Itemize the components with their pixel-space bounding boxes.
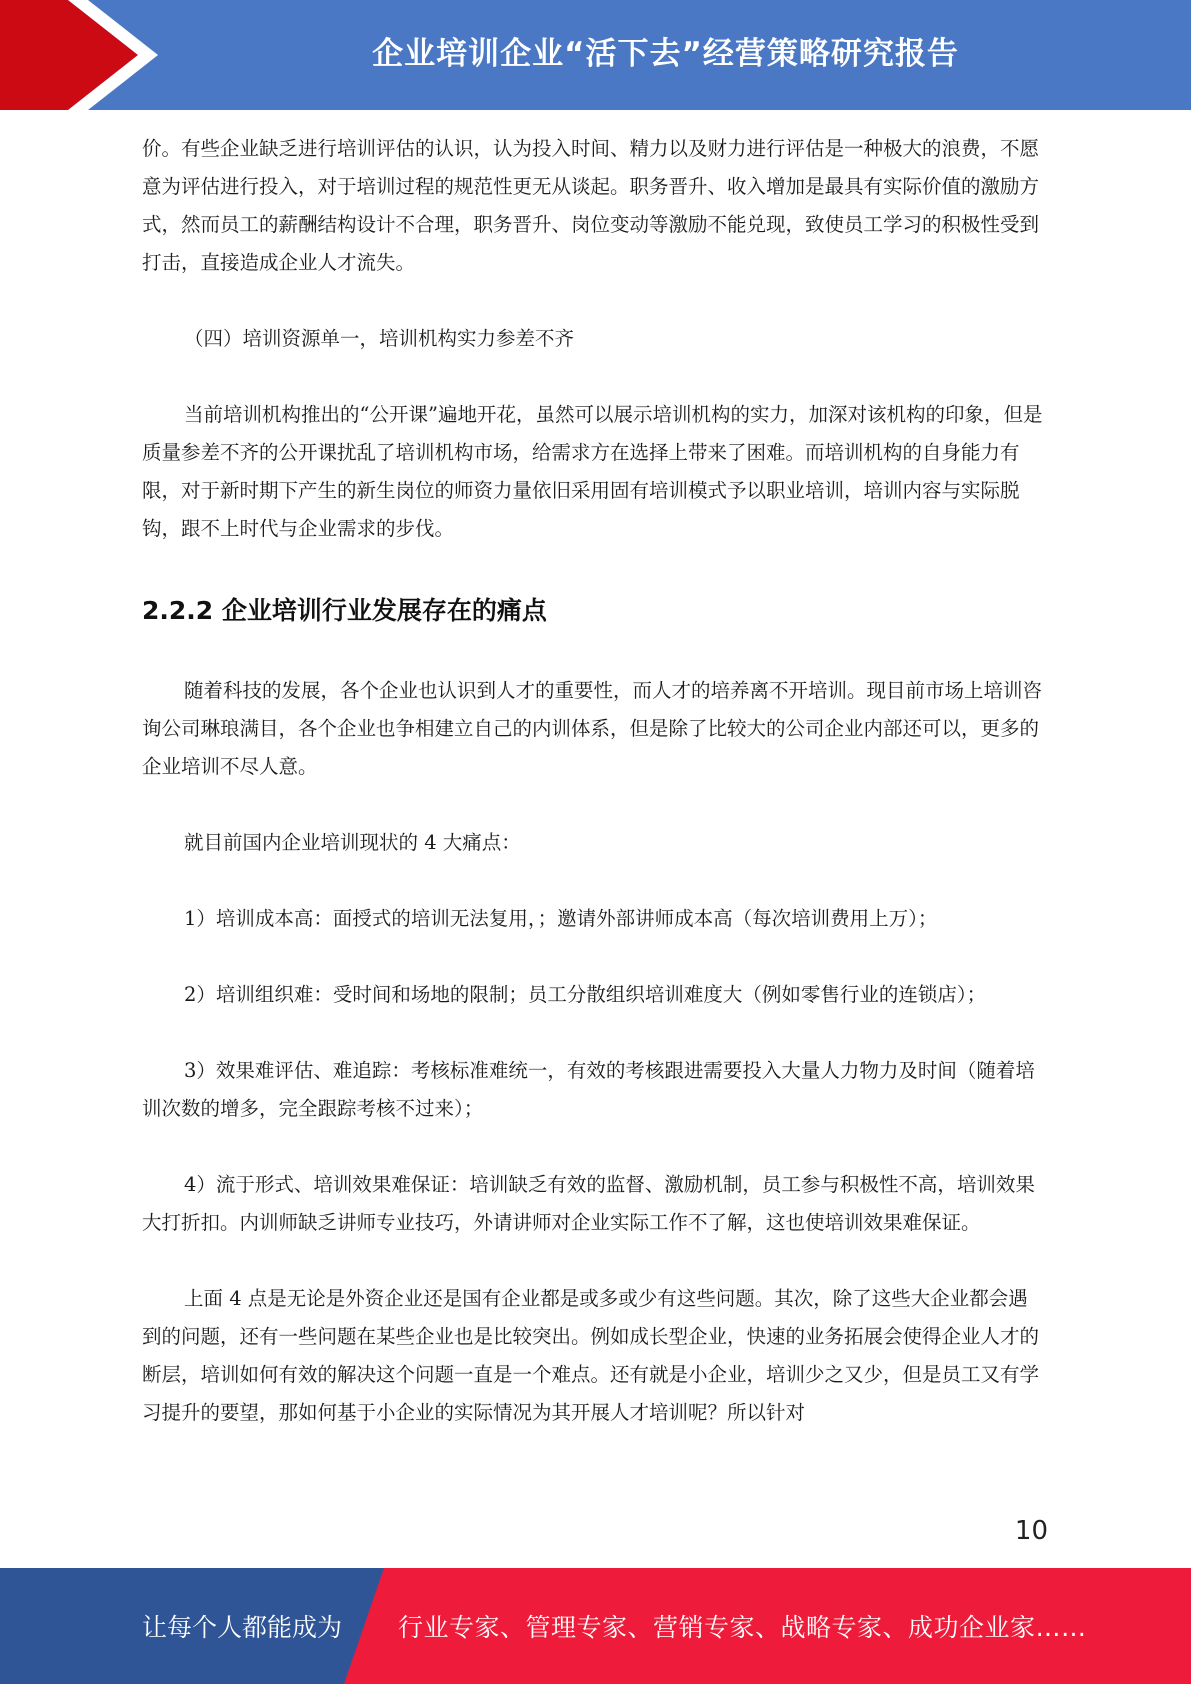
footer-slogan-left: 让每个人都能成为: [142, 1613, 343, 1642]
list-item: 3）效果难评估、难追踪：考核标准难统一，有效的考核跟进需要投入大量人力物力及时间（随着培训次数的增多，完全跟踪考核不过来）；: [142, 1059, 1035, 1120]
list-item: 1）培训成本高：面授式的培训无法复用，；邀请外部讲师成本高（每次培训费用上万）；: [184, 907, 938, 930]
paragraph: 价。有些企业缺乏进行培训评估的认识，认为投入时间、精力以及财力进行评估是一种极大的浪费，不愿意为评估进行投入，对于培训过程的规范性更无从谈起。职务晋升、收入增加是最具有实际价值的激励方式，然而员工的薪酬结构设计不合理，职务晋升、岗位变动等激励不能兑现，致使员工学习的积极性受到打击，直接造成企业人才流失。: [142, 137, 1040, 274]
page-number: 10: [1014, 1516, 1048, 1546]
section-heading: 2.2.2 企业培训行业发展存在的痛点: [142, 596, 547, 625]
list-item: 4）流于形式、培训效果难保证：培训缺乏有效的监督、激励机制，员工参与积极性不高，培训效果大打折扣。内训师缺乏讲师专业技巧，外请讲师对企业实际工作不了解，这也使培训效果难保证。: [142, 1173, 1035, 1234]
page-footer: [0, 1568, 1191, 1684]
subsection-title: （四）培训资源单一，培训机构实力参差不齐: [184, 327, 575, 350]
footer-slogan-right: 行业专家、管理专家、营销专家、战略专家、成功企业家……: [398, 1613, 1087, 1642]
paragraph: 上面 4 点是无论是外资企业还是国有企业都是或多或少有这些问题。其次，除了这些大企业都会遇到的问题，还有一些问题在某些企业也是比较突出。例如成长型企业，快速的业务拓展会使得企业人才的断层，培训如何有效的解决这个问题一直是一个难点。还有就是小企业，培训少之又少，但是员工又有学习提升的要望，那如何基于小企业的实际情况为其开展人才培训呢？所以针对: [142, 1287, 1040, 1424]
document-body: [142, 130, 1047, 1432]
report-title: 企业培训企业“活下去”经营策略研究报告: [372, 35, 959, 72]
paragraph: 就目前国内企业培训现状的 4 大痛点：: [184, 831, 521, 854]
paragraph: 当前培训机构推出的“公开课”遍地开花，虽然可以展示培训机构的实力，加深对该机构的印象，但是质量参差不齐的公开课扰乱了培训机构市场，给需求方在选择上带来了困难。而培训机构的自身能力有限，对于新时期下产生的新生岗位的师资力量依旧采用固有培训模式予以职业培训，培训内容与实际脱钩，跟不上时代与企业需求的步伐。: [142, 403, 1043, 540]
page-header: [0, 0, 1191, 110]
paragraph: 随着科技的发展，各个企业也认识到人才的重要性，而人才的培养离不开培训。现目前市场上培训咨询公司琳琅满目，各个企业也争相建立自己的内训体系，但是除了比较大的公司企业内部还可以，更多的企业培训不尽人意。: [142, 679, 1043, 778]
list-item: 2）培训组织难：受时间和场地的限制；员工分散组织培训难度大（例如零售行业的连锁店）；: [184, 983, 987, 1006]
